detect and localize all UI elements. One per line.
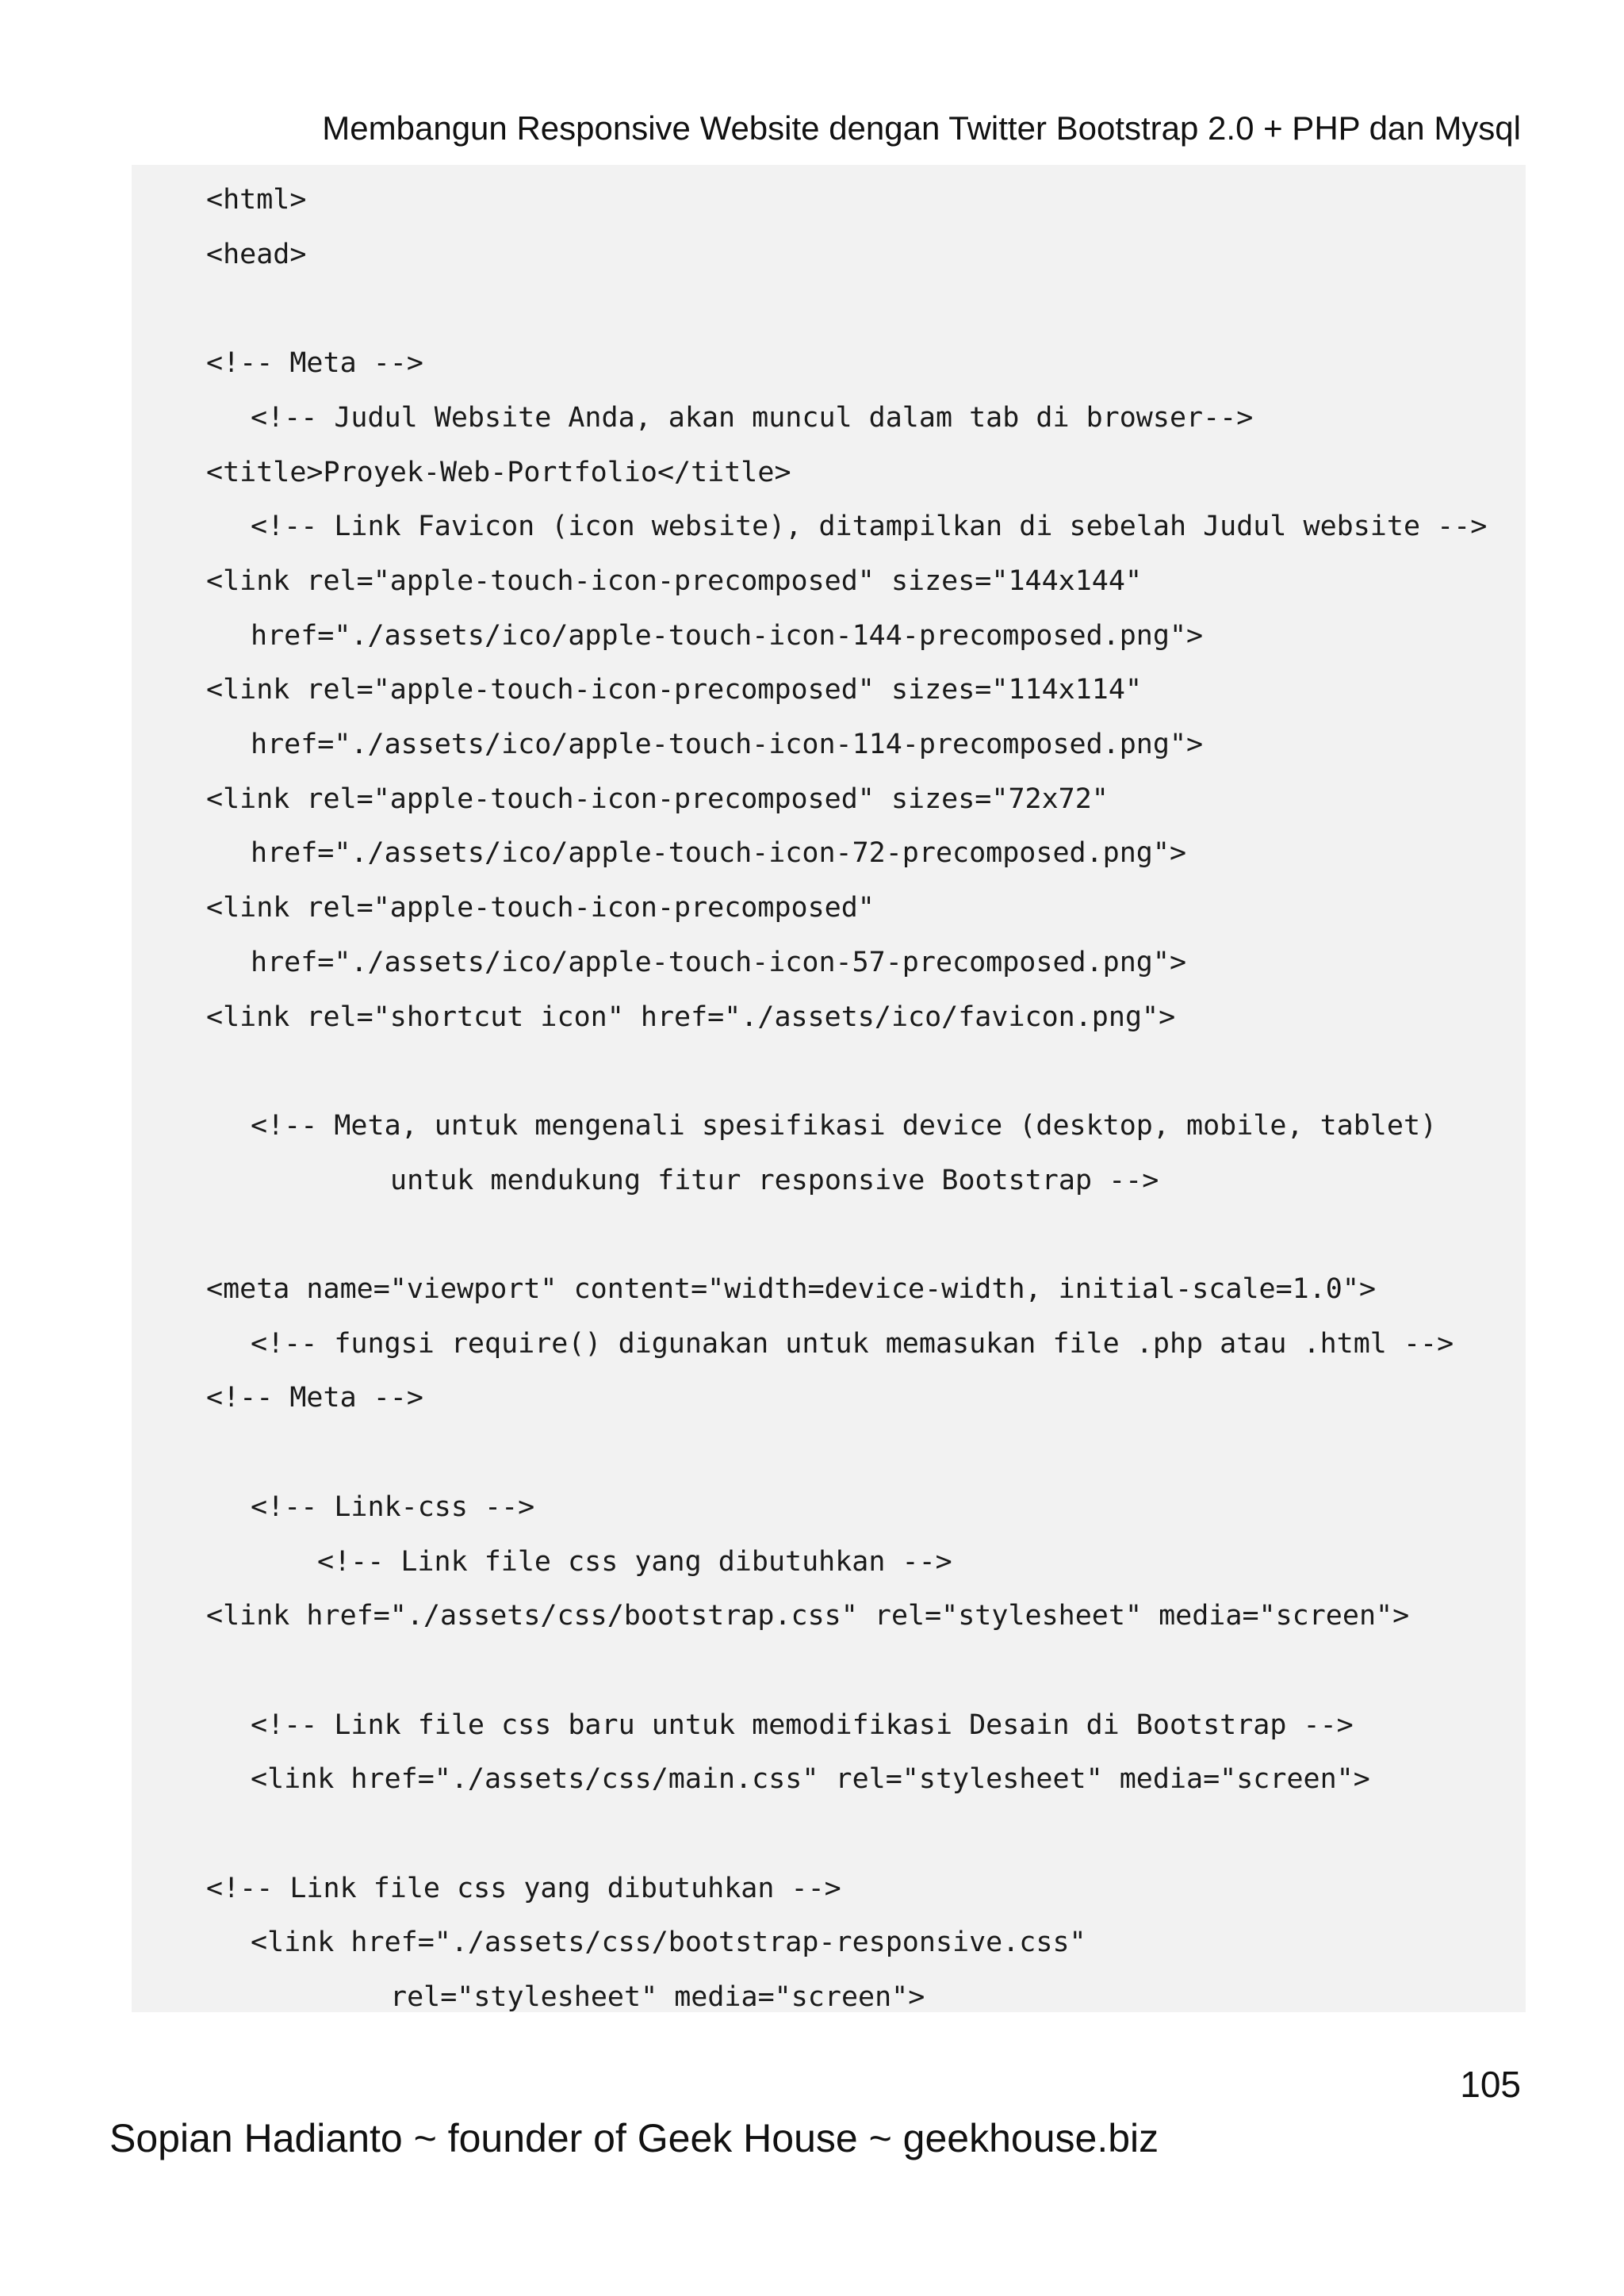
code-line: <html>	[206, 184, 307, 216]
code-line: <link href="./assets/css/bootstrap-responsive.css"	[251, 1927, 1086, 1959]
code-line: rel="stylesheet" media="screen">	[390, 1981, 925, 2014]
code-line: <!-- Meta -->	[206, 347, 423, 380]
code-line: <!-- Link file css yang dibutuhkan -->	[206, 1872, 841, 1904]
code-line: <!-- Meta, untuk mengenali spesifikasi device (desktop, mobile, tablet)	[251, 1109, 1438, 1142]
code-line: href="./assets/ico/apple-touch-icon-144-precomposed.png">	[251, 619, 1204, 652]
code-line: <link rel="apple-touch-icon-precomposed" sizes="72x72"	[206, 783, 1109, 815]
code-line: <head>	[206, 238, 307, 270]
code-line: <meta name="viewport" content="width=device-width, initial-scale=1.0">	[206, 1273, 1377, 1305]
code-line: <!-- Link Favicon (icon website), ditampilkan di sebelah Judul website -->	[251, 511, 1488, 543]
code-line: <!-- Meta -->	[206, 1382, 423, 1414]
code-line: <!-- fungsi require() digunakan untuk memasukan file .php atau .html -->	[251, 1327, 1454, 1360]
footer-credit: Sopian Hadianto ~ founder of Geek House ~ geekhouse.biz	[109, 2116, 1159, 2160]
code-line: <link rel="apple-touch-icon-precomposed" sizes="114x114"	[206, 674, 1143, 706]
code-line: <!-- Judul Website Anda, akan muncul dalam tab di browser-->	[251, 401, 1254, 434]
code-line: <link rel="apple-touch-icon-precomposed" sizes="144x144"	[206, 564, 1143, 597]
code-line: href="./assets/ico/apple-touch-icon-57-precomposed.png">	[251, 946, 1187, 978]
code-line: <!-- Link file css yang dibutuhkan -->	[317, 1545, 952, 1578]
code-line: <!-- Link-css -->	[251, 1490, 535, 1523]
code-line: <!-- Link file css baru untuk memodifikasi Desain di Bootstrap -->	[251, 1709, 1354, 1741]
running-header: Membangun Responsive Website dengan Twitter Bootstrap 2.0 + PHP dan Mysql	[322, 109, 1521, 147]
code-block	[132, 165, 1526, 2012]
code-line: <link rel="apple-touch-icon-precomposed"	[206, 892, 875, 924]
code-line: <link href="./assets/css/main.css" rel="stylesheet" media="screen">	[251, 1763, 1370, 1796]
code-line: untuk mendukung fitur responsive Bootstrap -->	[390, 1164, 1159, 1196]
code-line: href="./assets/ico/apple-touch-icon-114-precomposed.png">	[251, 729, 1204, 760]
page-number: 105	[1460, 2064, 1521, 2105]
code-line: href="./assets/ico/apple-touch-icon-72-precomposed.png">	[251, 837, 1187, 870]
code-line: <link href="./assets/css/bootstrap.css" rel="stylesheet" media="screen">	[206, 1600, 1410, 1632]
code-line: <link rel="shortcut icon" href="./assets/ico/favicon.png">	[206, 1001, 1176, 1033]
code-line: <title>Proyek-Web-Portfolio</title>	[206, 456, 791, 488]
